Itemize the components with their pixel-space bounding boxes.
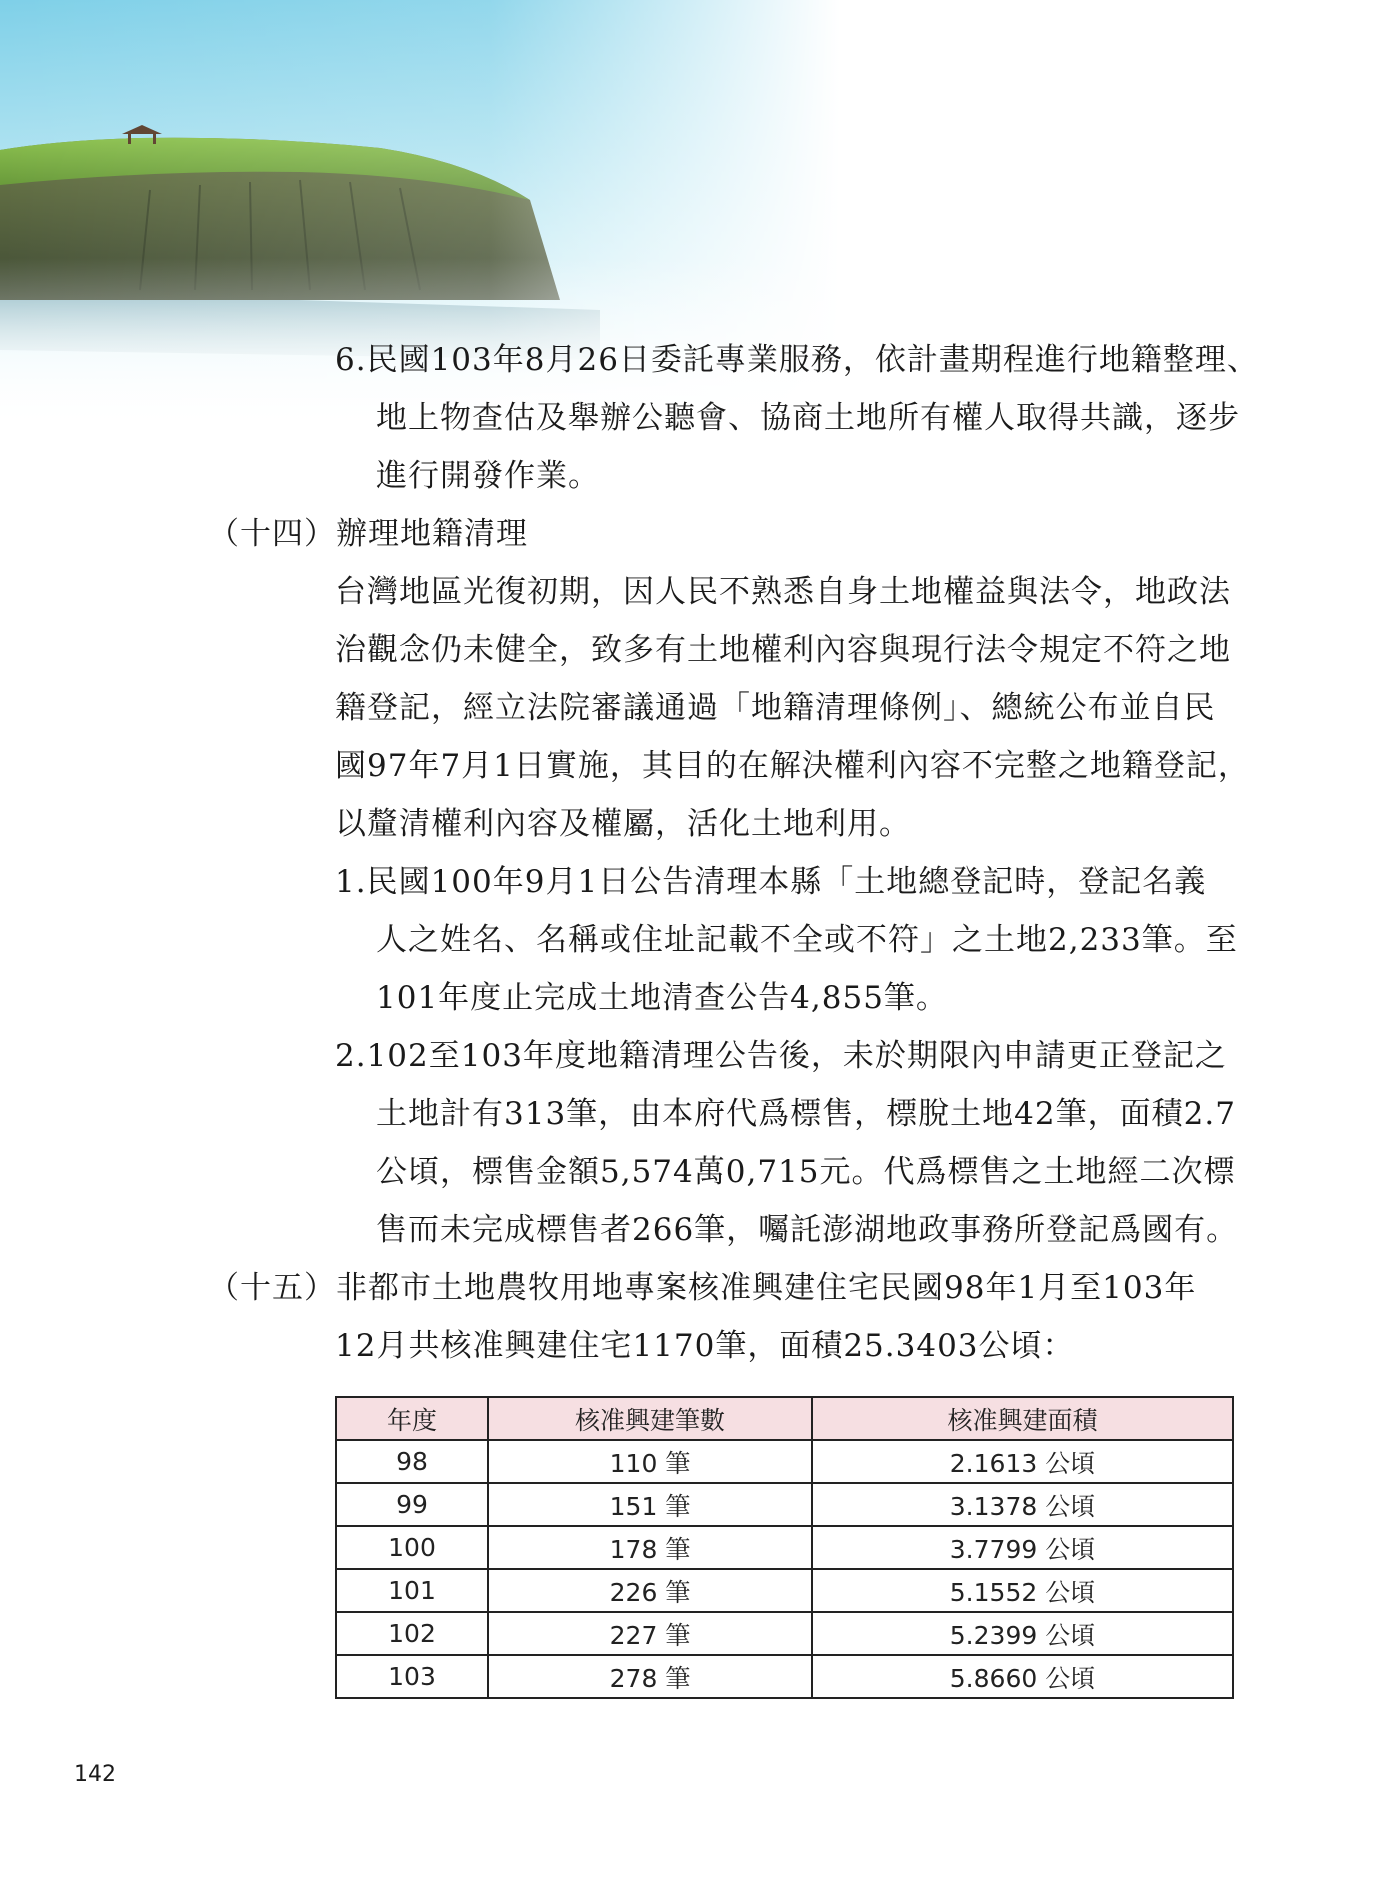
- table-cell: 3.7799 公頃: [812, 1526, 1233, 1569]
- table-cell: 3.1378 公頃: [812, 1483, 1233, 1526]
- table-cell: 102: [336, 1612, 488, 1655]
- text-line: 治觀念仍未健全，致多有土地權利內容與現行法令規定不符之地: [335, 632, 1231, 668]
- text-line: 公頃，標售金額5,574萬0,715元。代爲標售之土地經二次標: [376, 1154, 1236, 1190]
- table-row: [336, 1612, 1233, 1655]
- table-cell: 226 筆: [488, 1569, 812, 1612]
- page-number: 142: [74, 1762, 116, 1787]
- text-line: 101年度止完成土地清查公告4,855筆。: [376, 980, 948, 1016]
- text-line: 地上物查估及舉辦公聽會、協商土地所有權人取得共識，逐步: [376, 400, 1240, 436]
- text-line: 國97年7月1日實施，其目的在解決權利內容不完整之地籍登記，: [335, 748, 1250, 784]
- text-line: 售而未完成標售者266筆，囑託澎湖地政事務所登記爲國有。: [376, 1212, 1239, 1248]
- text-line: 進行開發作業。: [376, 458, 600, 494]
- text-line: 12月共核准興建住宅1170筆，面積25.3403公頃：: [335, 1328, 1075, 1364]
- table-row: [336, 1655, 1233, 1698]
- table-cell: 5.2399 公頃: [812, 1612, 1233, 1655]
- table-cell: 99: [336, 1483, 488, 1526]
- column-header: 核准興建筆數: [488, 1397, 812, 1440]
- approval-table: [335, 1396, 1234, 1699]
- table-row: [336, 1483, 1233, 1526]
- table-cell: 278 筆: [488, 1655, 812, 1698]
- table-row: [336, 1440, 1233, 1483]
- table-cell: 151 筆: [488, 1483, 812, 1526]
- text-line: 土地計有313筆，由本府代爲標售，標脫土地42筆，面積2.7: [376, 1096, 1236, 1132]
- table-cell: 110 筆: [488, 1440, 812, 1483]
- table-row: [336, 1526, 1233, 1569]
- table-cell: 227 筆: [488, 1612, 812, 1655]
- table-cell: 101: [336, 1569, 488, 1612]
- table-cell: 5.8660 公頃: [812, 1655, 1233, 1698]
- column-header: 核准興建面積: [812, 1397, 1233, 1440]
- column-header: 年度: [336, 1397, 488, 1440]
- table-cell: 100: [336, 1526, 488, 1569]
- section-heading: （十四）辦理地籍清理: [208, 516, 528, 552]
- text-line: 人之姓名、名稱或住址記載不全或不符」之土地2,233筆。至: [376, 922, 1238, 958]
- text-line: 台灣地區光復初期，因人民不熟悉自身土地權益與法令，地政法: [335, 574, 1231, 610]
- table-row: [336, 1569, 1233, 1612]
- text-line: 6.民國103年8月26日委託專業服務，依計畫期程進行地籍整理、: [335, 342, 1259, 378]
- text-line: 籍登記，經立法院審議通過「地籍清理條例」、總統公布並自民: [335, 690, 1216, 726]
- section-heading: （十五）非都市土地農牧用地專案核准興建住宅民國98年1月至103年: [208, 1270, 1197, 1306]
- table-cell: 5.1552 公頃: [812, 1569, 1233, 1612]
- table-cell: 103: [336, 1655, 488, 1698]
- table-cell: 178 筆: [488, 1526, 812, 1569]
- text-line: 以釐清權利內容及權屬，活化土地利用。: [335, 806, 911, 842]
- table-header-row: [336, 1397, 1233, 1440]
- text-line: 1.民國100年9月1日公告清理本縣「土地總登記時，登記名義: [335, 864, 1207, 900]
- table-cell: 2.1613 公頃: [812, 1440, 1233, 1483]
- text-line: 2.102至103年度地籍清理公告後，未於期限內申請更正登記之: [335, 1038, 1227, 1074]
- table-cell: 98: [336, 1440, 488, 1483]
